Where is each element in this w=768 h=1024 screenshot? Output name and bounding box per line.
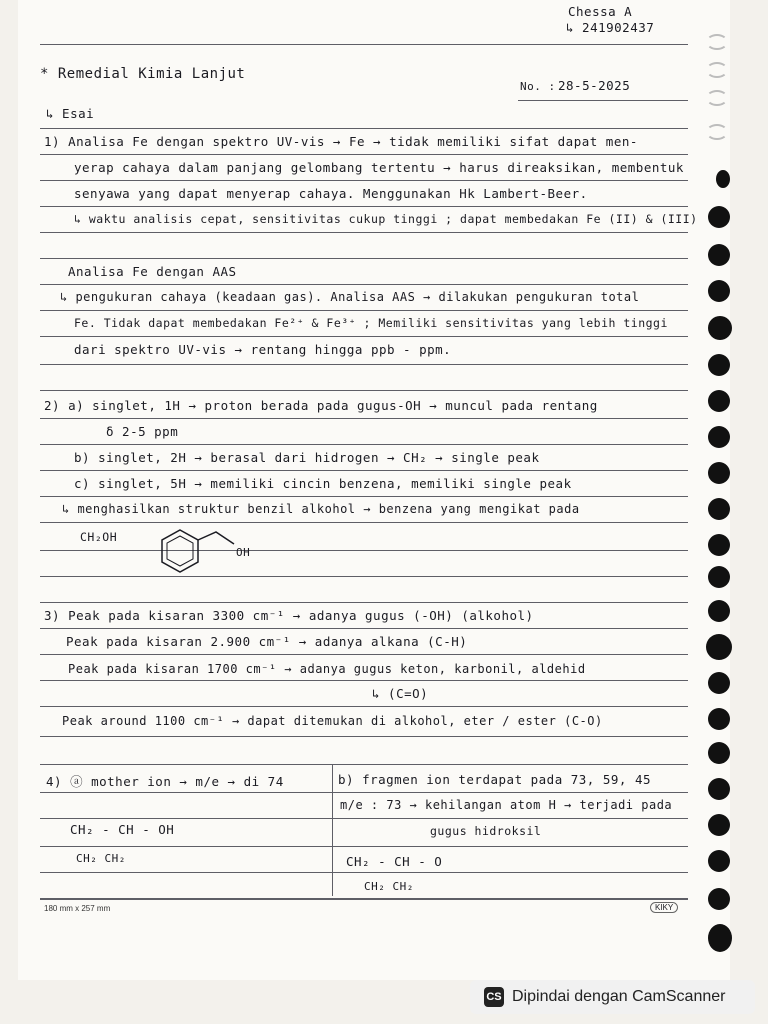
ruled-line xyxy=(40,310,688,311)
q2-structure-label: CH₂OH xyxy=(80,530,118,544)
ruled-line xyxy=(40,154,688,155)
q2-line-2: δ 2-5 ppm xyxy=(106,424,179,439)
ruled-line xyxy=(40,470,688,471)
ruled-line xyxy=(40,180,688,181)
binder-hole xyxy=(706,124,728,140)
binder-hole xyxy=(708,888,730,910)
ruled-line xyxy=(40,364,688,365)
ruled-line xyxy=(40,418,688,419)
ruled-line xyxy=(40,550,688,551)
q4a-structure-line-1: CH₂ - CH - OH xyxy=(70,822,175,837)
q4b-line-3: gugus hidroksil xyxy=(430,824,542,838)
q1-line-1: 1) Analisa Fe dengan spektro UV-vis → Fe → tidak memiliki sifat dapat men- xyxy=(44,134,638,149)
binder-hole xyxy=(708,708,730,730)
camscanner-text: Dipindai dengan CamScanner xyxy=(512,988,726,1005)
q3-line-4: ↳ (C=O) xyxy=(372,686,429,701)
student-id: ↳ 241902437 xyxy=(566,20,655,35)
ruled-line xyxy=(40,128,688,129)
q3-line-2: Peak pada kisaran 2.900 cm⁻¹ → adanya alkana (C-H) xyxy=(66,634,468,649)
binder-hole xyxy=(708,566,730,588)
q1-line-2: yerap cahaya dalam panjang gelombang tertentu → harus direaksikan, membentuk xyxy=(74,160,684,175)
ruled-line xyxy=(40,390,688,391)
ruled-line xyxy=(40,522,688,523)
q3-line-5: Peak around 1100 cm⁻¹ → dapat ditemukan di alkohol, eter / ester (C-O) xyxy=(62,714,603,728)
column-divider xyxy=(332,764,333,896)
ruled-line xyxy=(40,284,688,285)
ruled-line xyxy=(40,680,688,681)
brand-logo: KIKY xyxy=(650,902,678,913)
binder-hole xyxy=(706,34,728,50)
q1-line-4: ↳ waktu analisis cepat, sensitivitas cukup tinggi ; dapat membedakan Fe (II) & (III) xyxy=(74,212,698,226)
ruled-line xyxy=(40,764,688,765)
q2-line-1: 2) a) singlet, 1H → proton berada pada gugus-OH → muncul pada rentang xyxy=(44,398,598,413)
binder-hole xyxy=(708,924,732,952)
q4b-line-1: b) fragmen ion terdapat pada 73, 59, 45 xyxy=(338,772,651,787)
no-label: No. : xyxy=(520,80,556,93)
binder-hole xyxy=(708,390,730,412)
ruled-line xyxy=(40,44,688,45)
structure-oh-label: OH xyxy=(236,546,251,559)
q1-line-7: dari spektro UV-vis → rentang hingga ppb - ppm. xyxy=(74,342,452,357)
binder-hole xyxy=(708,850,730,872)
q4b-structure-line-1: CH₂ - CH - O xyxy=(346,854,443,869)
ruled-line xyxy=(40,736,688,737)
binder-hole xyxy=(706,90,728,106)
binder-hole xyxy=(708,354,730,376)
ruled-line xyxy=(40,496,688,497)
binder-hole xyxy=(708,206,730,228)
date: 28-5-2025 xyxy=(558,78,631,93)
q2-line-3: b) singlet, 2H → berasal dari hidrogen → CH₂ → single peak xyxy=(74,450,540,465)
binder-hole xyxy=(708,778,730,800)
camscanner-icon: CS xyxy=(484,987,504,1007)
ruled-line xyxy=(40,602,688,603)
binder-hole xyxy=(708,672,730,694)
ruled-line xyxy=(40,336,688,337)
q2-line-5: ↳ menghasilkan struktur benzil alkohol → benzena yang mengikat pada xyxy=(62,502,580,516)
ruled-line xyxy=(40,654,688,655)
binder-hole xyxy=(708,462,730,484)
binder-hole xyxy=(716,170,730,188)
ruled-line xyxy=(40,818,688,819)
student-name: Chessa A xyxy=(568,4,633,19)
ruled-line xyxy=(40,628,688,629)
q3-line-3: Peak pada kisaran 1700 cm⁻¹ → adanya gugus keton, karbonil, aldehid xyxy=(68,662,586,676)
binder-hole xyxy=(708,814,730,836)
binder-hole xyxy=(708,280,730,302)
q2-line-4: c) singlet, 5H → memiliki cincin benzena, memiliki single peak xyxy=(74,476,572,491)
q1-line-6: Fe. Tidak dapat membedakan Fe²⁺ & Fe³⁺ ; Memiliki sensitivitas yang lebih tinggi xyxy=(74,316,668,330)
ruled-line xyxy=(40,792,688,793)
ruled-line xyxy=(40,846,688,847)
binder-hole xyxy=(708,244,730,266)
page-title: * Remedial Kimia Lanjut xyxy=(40,66,246,82)
ruled-line xyxy=(40,206,688,207)
ruled-line xyxy=(40,232,688,233)
ruled-line xyxy=(40,872,688,873)
q4a-structure-line-2: CH₂ CH₂ xyxy=(76,852,126,865)
binder-hole xyxy=(706,62,728,78)
ruled-line xyxy=(40,576,688,577)
q3-line-1: 3) Peak pada kisaran 3300 cm⁻¹ → adanya gugus (-OH) (alkohol) xyxy=(44,608,534,623)
bottom-rule xyxy=(40,898,688,900)
q4b-structure-line-2: CH₂ CH₂ xyxy=(364,880,414,893)
binder-hole xyxy=(708,426,730,448)
q1-line-3: senyawa yang dapat menyerap cahaya. Menggunakan Hk Lambert-Beer. xyxy=(74,186,588,201)
ruled-line xyxy=(40,444,688,445)
date-underline xyxy=(518,100,688,101)
q4a-line-1: 4) ⓐ mother ion → m/e → di 74 xyxy=(46,774,284,789)
q4b-line-2: m/e : 73 → kehilangan atom H → terjadi pada xyxy=(340,798,673,812)
q1-aas-title: Analisa Fe dengan AAS xyxy=(68,264,237,279)
q1-line-5: ↳ pengukuran cahaya (keadaan gas). Analisa AAS → dilakukan pengukuran total xyxy=(60,290,640,304)
binder-hole xyxy=(708,316,732,340)
ruled-line xyxy=(40,258,688,259)
binder-hole xyxy=(708,742,730,764)
binder-hole xyxy=(706,634,732,660)
binder-hole xyxy=(708,534,730,556)
camscanner-badge xyxy=(470,980,755,1014)
ruled-line xyxy=(40,706,688,707)
paper-size: 180 mm x 257 mm xyxy=(44,904,111,913)
binder-hole xyxy=(708,498,730,520)
binder-hole xyxy=(708,600,730,622)
section-heading: ↳ Esai xyxy=(46,106,95,121)
